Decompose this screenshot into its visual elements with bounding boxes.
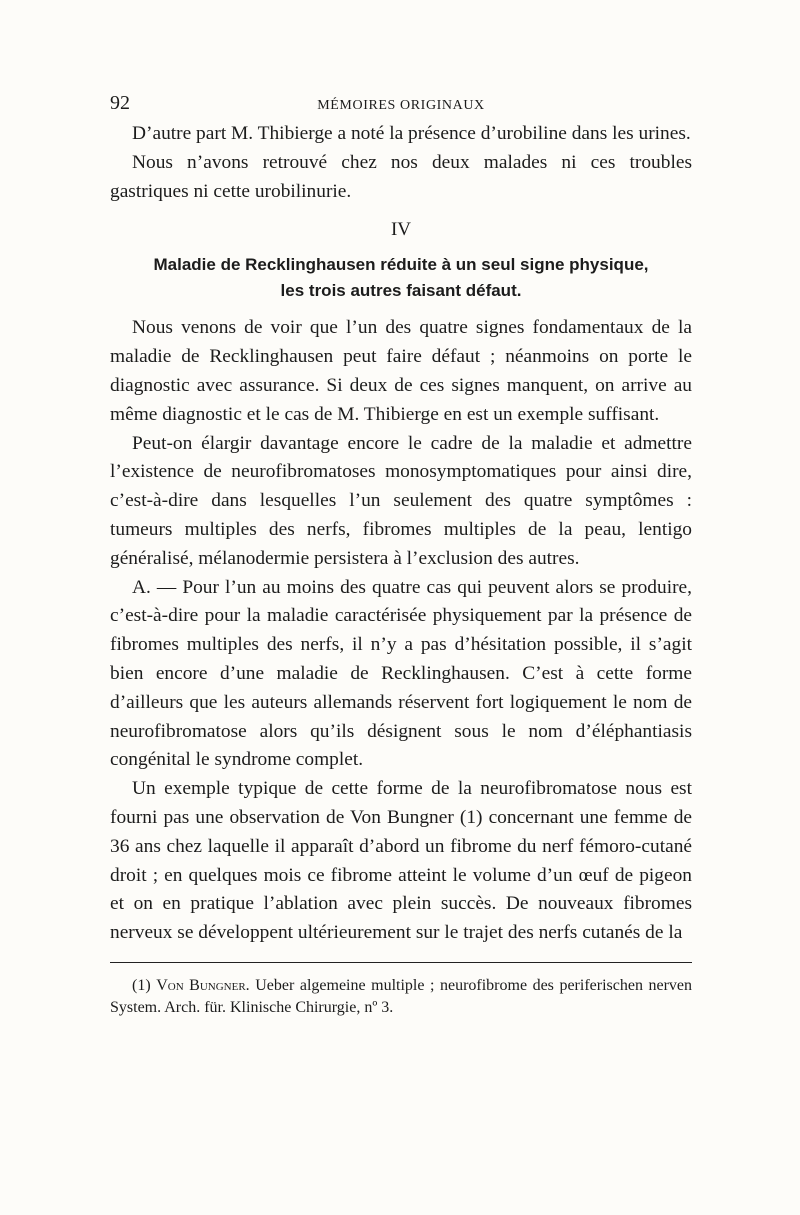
paragraph: D’autre part M. Thibierge a noté la présence d’urobiline dans les urines. xyxy=(132,123,691,144)
section-title-line-1: Maladie de Recklinghausen réduite à un seul signe physique, xyxy=(153,255,649,275)
paragraph: Nous venons de voir que l’un des quatre signes fondamentaux de la maladie de Recklinghausen peut faire défaut ; néanmoins on porte le diagnostic avec assurance. Si deux de ces signes manquent, on arrive au même diagnostic et le cas de M. Thibierge en est un exemple suffisant. xyxy=(110,317,692,425)
paragraph: Peut-on élargir davantage encore le cadre de la maladie et admettre l’existence de neurofibromatoses monosymptomatiques pour ainsi dire, c’est-à-dire dans lesquelles l’un seulement des quatre symptômes : tumeurs multiples des nerfs, fibromes multiples de la peau, lentigo généralisé, mélanodermie persistera à l’exclusion des autres. xyxy=(110,432,692,569)
page-number: 92 xyxy=(110,92,130,114)
page xyxy=(110,92,692,1019)
footnote xyxy=(110,975,692,1019)
paragraph: Nous n’avons retrouvé chez nos deux malades ni ces troubles gastriques ni cette urobilinurie. xyxy=(110,151,692,202)
footnote-divider xyxy=(110,962,692,963)
section-title-line-2: les trois autres faisant défaut. xyxy=(280,281,522,301)
footnote-text: Ueber algemeine multiple ; neurofibrome des periferischen nerven System. Arch. für. Klinische Chirurgie, nº 3. xyxy=(110,976,693,1016)
section-title xyxy=(110,252,692,304)
paragraph: A. — Pour l’un au moins des quatre cas qui peuvent alors se produire, c’est-à-dire pour la maladie caractérisée physiquement par la présence de fibromes multiples des nerfs, il n’y a pas d’hésitation possible, il s’agit bien encore d’une maladie de Recklinghausen. C’est à cette forme d’ailleurs que les auteurs allemands réservent fort logiquement le nom de neurofibromatose alors qu’ils désignent sous le nom d’éléphantiasis congénital le syndrome complet. xyxy=(110,576,692,771)
page-header xyxy=(110,92,692,120)
paragraph: Un exemple typique de cette forme de la neurofibromatose nous est fourni pas une observation de Von Bungner (1) concernant une femme de 36 ans chez laquelle il apparaît d’abord un fibrome du nerf fémoro-cutané droit ; en quelques mois ce fibrome atteint le volume d’un œuf de pigeon et on en pratique l’ablation avec plein succès. De nouveaux fibromes nerveux se développent ultérieurement sur le trajet des nerfs cutanés de la xyxy=(110,778,692,944)
footnote-author: Von Bungner. xyxy=(156,976,250,994)
section-number: IV xyxy=(390,219,412,241)
footnote-marker: (1) xyxy=(132,976,151,994)
running-head: MÉMOIRES ORIGINAUX xyxy=(317,98,485,113)
